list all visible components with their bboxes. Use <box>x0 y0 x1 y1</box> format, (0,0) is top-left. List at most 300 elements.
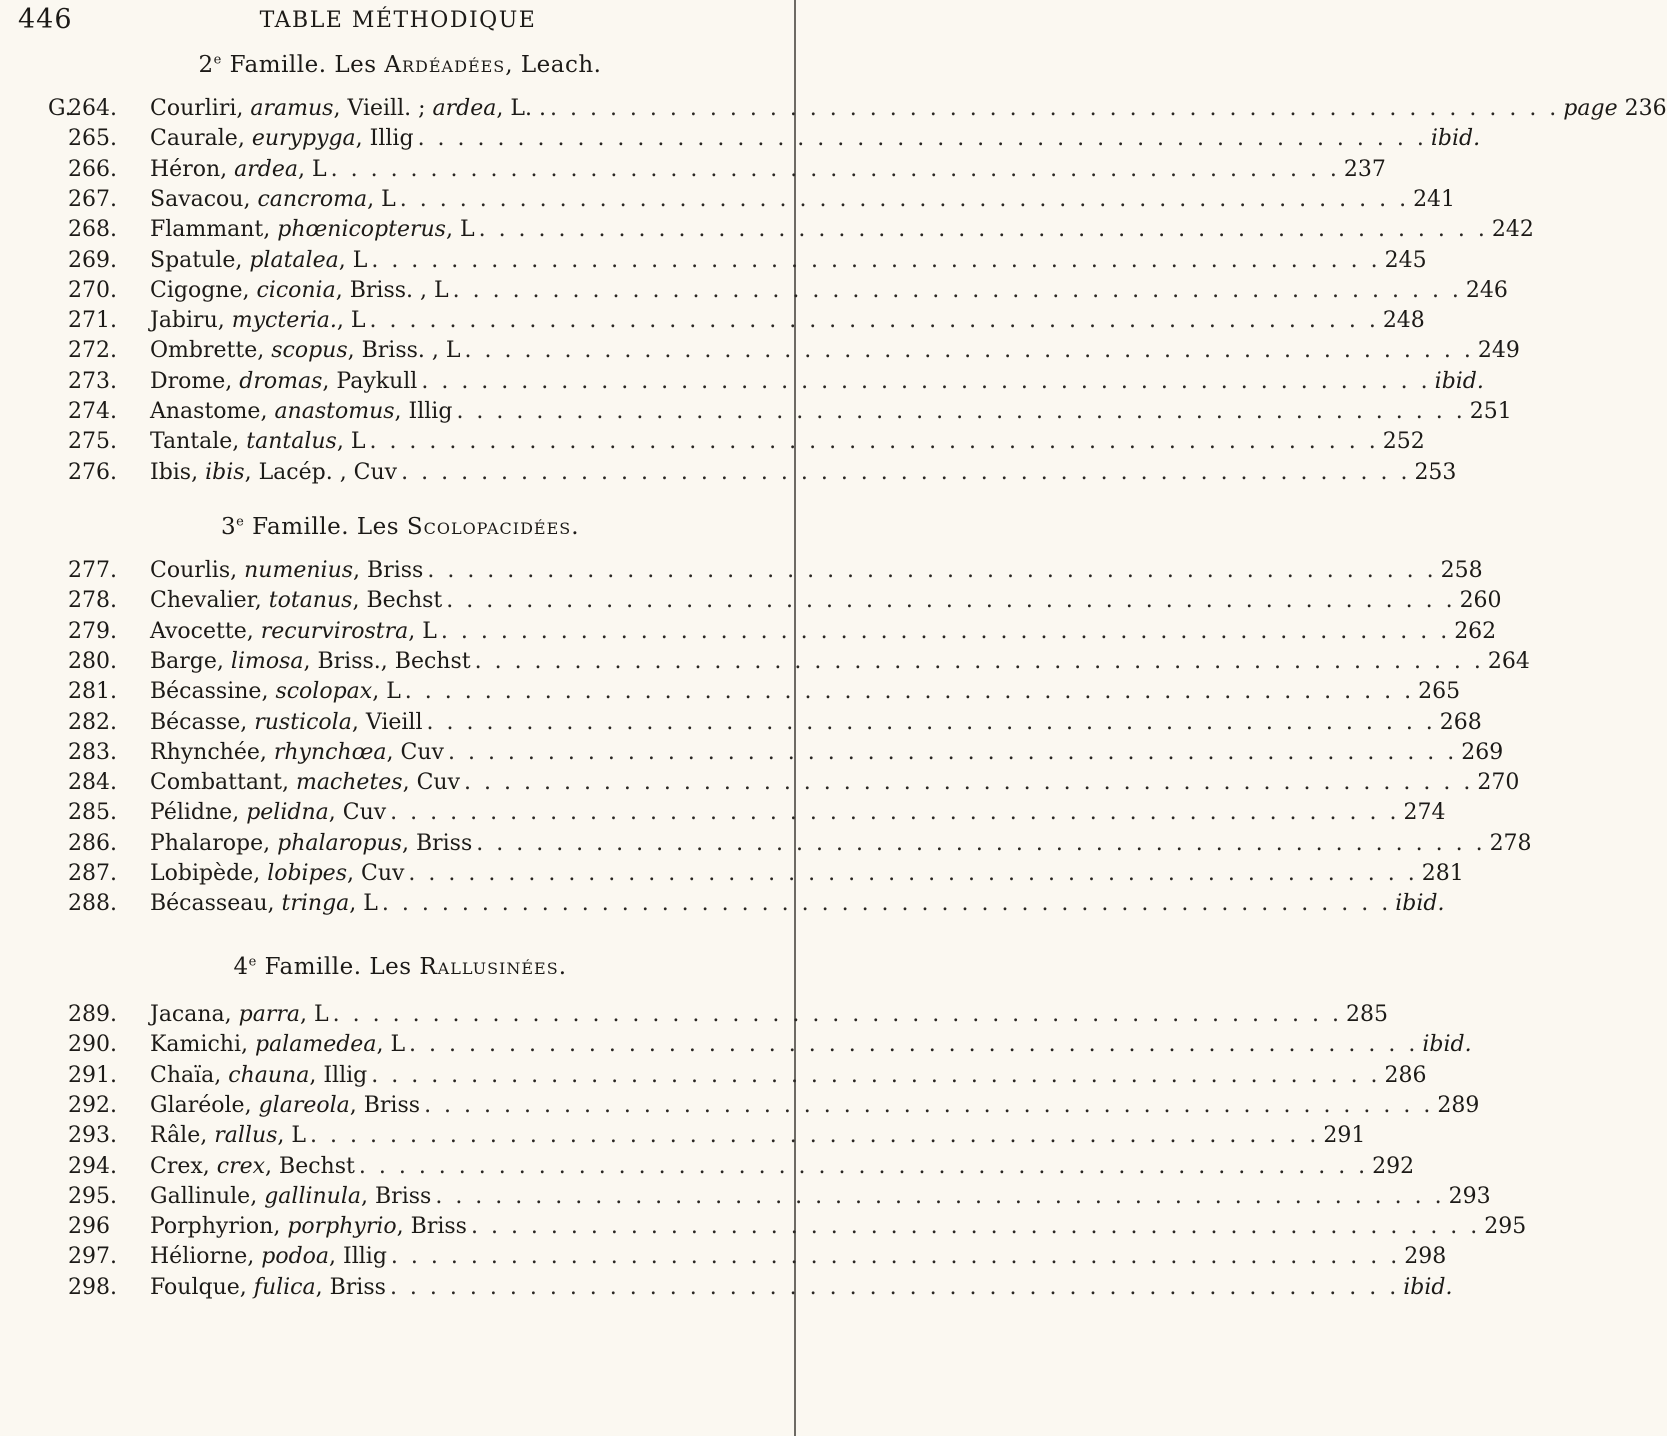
authority: Cuv <box>400 739 444 765</box>
latin-name: fulica <box>253 1274 316 1300</box>
index-entry <box>48 156 1386 187</box>
entry-text: Combattant, machetes, Cuv <box>150 770 461 796</box>
latin-name: chauna <box>228 1062 310 1088</box>
dot-leader: . . . . . . . . . . . . . . . . . . . . . . . . . . . . . . . . . . . . . . . . . . . . . . . . . . . <box>381 891 1392 917</box>
dot-leader: . . . . . . . . . . . . . . . . . . . . . . . . . . . . . . . . . . . . . . . . . . . . . . . . . . . <box>464 338 1474 364</box>
entry-text: Chaïa, chauna, Illig <box>150 1062 368 1088</box>
index-entry <box>48 247 1427 278</box>
french-name: Glaréole <box>150 1092 245 1118</box>
authority: Bechst <box>279 1153 355 1179</box>
latin-name: platalea <box>249 247 339 273</box>
french-name: Pélidne <box>150 800 233 826</box>
page-value: 248 <box>1382 308 1425 334</box>
index-entry <box>48 399 1512 429</box>
latin-name: podoa <box>261 1244 330 1270</box>
entry-text: Chevalier, totanus, Bechst <box>150 588 443 614</box>
page-reference <box>1563 96 1666 121</box>
index-entry <box>48 618 1497 649</box>
page-reference <box>1422 861 1464 886</box>
index-entry <box>48 558 1483 588</box>
dot-leader: . . . . . . . . . . . . . . . . . . . . . . . . . . . . . . . . . . . . . . . . . . . . . . . . . . . <box>478 217 1488 243</box>
superscript <box>236 514 244 529</box>
entry-number: 295. <box>68 1183 117 1209</box>
page-value: ibid. <box>1395 891 1445 917</box>
dot-leader: . . . . . . . . . . . . . . . . . . . . . . . . . . . . . . . . . . . . . . . . . . . . . . . . . . . <box>371 1062 1381 1088</box>
index-entry <box>48 368 1484 399</box>
latin-name: parra <box>238 1002 301 1027</box>
entry-number: 280. <box>68 648 117 674</box>
authority: Paykull <box>336 368 418 394</box>
entry-number: 265. <box>68 126 117 152</box>
page-reference <box>1492 217 1534 242</box>
authority: L <box>350 429 366 455</box>
latin-name: rallus <box>214 1123 278 1149</box>
entry-text: Héron, ardea, L <box>150 156 327 182</box>
authority: L <box>386 679 401 705</box>
dot-leader: . . . . . . . . . . . . . . . . . . . . . . . . . . . . . . . . . . . . . . . . . . . . . . . . . . . <box>476 830 1486 856</box>
page-reference <box>1488 649 1530 674</box>
entry-text: Anastome, anastomus, Illig <box>150 399 453 424</box>
index-entry <box>48 96 1667 126</box>
authority: L <box>312 156 327 182</box>
index-entry <box>48 217 1534 247</box>
latin-name: phalaropus <box>277 830 402 856</box>
page-reference <box>1431 126 1480 151</box>
dot-leader: . . . . . . . . . . . . . . . . . . . . . . . . . . . . . . . . . . . . . . . . . . . . . . . . . . . <box>401 459 1411 485</box>
index-entry <box>48 1092 1480 1123</box>
entry-number: 292. <box>68 1092 117 1118</box>
entry-number: 293. <box>68 1123 117 1149</box>
family-ordinal-suffix: e <box>236 514 245 530</box>
superscript <box>249 954 257 969</box>
index-entry <box>48 459 1457 490</box>
authority: Lacép. , Cuv <box>258 459 398 485</box>
french-name: Barge <box>150 648 217 674</box>
latin-name: rhynchœa <box>273 739 387 765</box>
entry-number: 269. <box>68 247 117 273</box>
authority: Briss <box>363 1092 421 1118</box>
page-reference <box>1460 588 1502 613</box>
page-value: 265 <box>1418 679 1461 705</box>
page-value: 268 <box>1439 709 1482 735</box>
page-reference <box>1422 1032 1471 1057</box>
index-entry <box>48 679 1461 709</box>
french-name: Crex <box>150 1153 203 1179</box>
dot-leader: . . . . . . . . . . . . . . . . . . . . . . . . . . . . . . . . . . . . . . . . . . . . . . . . . . . <box>371 247 1381 273</box>
dot-leader: . . . . . . . . . . . . . . . . . . . . . . . . . . . . . . . . . . . . . . . . . . . . . . . . . . . <box>390 800 1400 826</box>
dot-leader: . . . . . . . . . . . . . . . . . . . . . . . . . . . . . . . . . . . . . . . . . . . . . . . . . . . <box>426 709 1436 735</box>
latin-name: palamedea <box>254 1032 377 1058</box>
latin-name: anastomus <box>274 399 395 424</box>
entry-number: 268. <box>68 217 117 243</box>
entry-text: Barge, limosa, Briss., Bechst <box>150 648 471 674</box>
page-value: 241 <box>1413 186 1456 212</box>
index-entry <box>48 770 1520 800</box>
entry-text: Caurale, eurypyga, Illig <box>150 126 414 152</box>
authority: L <box>390 1032 406 1058</box>
authority: Briss <box>367 558 424 583</box>
authority: Briss <box>375 1183 432 1209</box>
family-name: Ardéadées <box>384 52 506 78</box>
dot-leader: . . . . . . . . . . . . . . . . . . . . . . . . . . . . . . . . . . . . . . . . . . . . . . . . . . . <box>440 618 1451 644</box>
page-reference <box>1404 1244 1446 1269</box>
family-ordinal: 4 <box>233 954 249 980</box>
latin-name: eurypyga <box>251 126 356 152</box>
french-name: Porphyrion <box>150 1214 274 1240</box>
latin-name: mycteria. <box>231 308 337 334</box>
page-header <box>18 4 778 40</box>
authority: L <box>459 217 475 243</box>
french-name: Tantale <box>150 429 233 455</box>
index-entry <box>48 1032 1472 1062</box>
page-reference <box>1413 187 1455 212</box>
dot-leader: . . . . . . . . . . . . . . . . . . . . . . . . . . . . . . . . . . . . . . . . . . . . . . . . . . . <box>332 1002 1342 1027</box>
french-name: Râle <box>150 1123 201 1149</box>
entry-text: Foulque, fulica, Briss <box>150 1274 386 1300</box>
page-number: 446 <box>18 4 73 35</box>
french-name: Gallinule <box>150 1183 251 1209</box>
dot-leader: . . . . . . . . . . . . . . . . . . . . . . . . . . . . . . . . . . . . . . . . . . . . . . . . . . . <box>464 770 1474 796</box>
page-value: 298 <box>1404 1244 1447 1270</box>
latin-name: porphyrio <box>287 1214 397 1240</box>
family-authority: . <box>571 514 580 540</box>
dot-leader: . . . . . . . . . . . . . . . . . . . . . . . . . . . . . . . . . . . . . . . . . . . . . . . . . . . <box>408 861 1418 886</box>
page-value: 249 <box>1477 338 1520 364</box>
page-value: 292 <box>1372 1153 1415 1179</box>
entry-number: 285. <box>68 800 117 826</box>
dot-leader: . . . . . . . . . . . . . . . . . . . . . . . . . . . . . . . . . . . . . . . . . . . . . . . . . . . <box>447 739 1458 765</box>
dot-leader: . . . . . . . . . . . . . . . . . . . . . . . . . . . . . . . . . . . . . . . . . . . . . . . . . . . <box>389 1274 1400 1300</box>
french-name: Lobipède <box>150 861 254 886</box>
latin-name: numenius <box>244 558 354 583</box>
entry-number: 283. <box>68 739 117 765</box>
latin-name: phœnicopterus <box>277 217 446 243</box>
dot-leader: . . . . . . . . . . . . . . . . . . . . . . . . . . . . . . . . . . . . . . . . . . . . . . . . . . . <box>409 1032 1419 1058</box>
page-value: 286 <box>1384 1062 1427 1088</box>
index-entry <box>48 648 1530 679</box>
authority: Illig <box>408 399 453 424</box>
page-reference <box>1403 800 1445 825</box>
latin-name: ciconia <box>256 277 336 303</box>
page-value: 252 <box>1382 429 1425 455</box>
page-reference <box>1403 1275 1452 1300</box>
page-value: 262 <box>1454 618 1497 644</box>
latin-name: glareola <box>258 1092 350 1118</box>
authority-secondary: , L. . <box>496 96 546 121</box>
entry-text: Drome, dromas, Paykull <box>150 368 418 394</box>
family-name: Rallusinées <box>419 954 559 980</box>
authority: Cuv <box>342 800 387 826</box>
entry-number: 287. <box>68 861 117 886</box>
page-reference <box>1372 1154 1414 1179</box>
page-reference <box>1484 1214 1526 1239</box>
entry-text: Avocette, recurvirostra, L <box>150 618 437 644</box>
entry-number: 289. <box>68 1002 117 1027</box>
entry-number: 288. <box>68 891 117 917</box>
index-entry <box>48 891 1445 921</box>
index-entry <box>48 830 1532 861</box>
family-heading <box>0 954 800 980</box>
page-value: 258 <box>1440 558 1483 583</box>
family-ordinal-suffix: e <box>213 52 222 68</box>
page-reference <box>1323 1123 1365 1148</box>
superscript <box>214 52 222 67</box>
family-authority: . <box>558 954 567 980</box>
authority: Vieill <box>365 709 423 735</box>
entry-text: Crex, crex, Bechst <box>150 1153 355 1179</box>
family-word: Famille. Les <box>252 514 400 540</box>
latin-name: ibis <box>205 459 245 485</box>
french-name: Ibis <box>150 459 192 485</box>
authority: Briss <box>410 1214 467 1240</box>
entry-text: Pélidne, pelidna, Cuv <box>150 800 387 826</box>
french-name: Savacou <box>150 186 244 212</box>
index-entry <box>48 588 1502 618</box>
entry-number: 284. <box>68 770 117 796</box>
genus-mark: G. <box>48 96 72 121</box>
french-name: Courlis <box>150 558 231 583</box>
index-entry <box>48 1002 1388 1032</box>
french-name: Bécasse <box>150 709 241 735</box>
dot-leader: . . . . . . . . . . . . . . . . . . . . . . . . . . . . . . . . . . . . . . . . . . . . . . . . . . . <box>358 1153 1369 1179</box>
authority: Illig <box>323 1062 368 1088</box>
latin-name: lobipes <box>267 861 347 886</box>
page-reference <box>1470 399 1512 424</box>
index-entry <box>48 800 1446 830</box>
index-entry <box>48 1183 1491 1214</box>
entry-text: Gallinule, gallinula, Briss <box>150 1183 432 1209</box>
page-value: 278 <box>1489 830 1532 856</box>
dot-leader: . . . . . . . . . . . . . . . . . . . . . . . . . . . . . . . . . . . . . . . . . . . . . . . . . . . <box>310 1123 1320 1149</box>
page-reference <box>1385 1063 1427 1088</box>
page-reference <box>1440 710 1482 735</box>
authority: Briss <box>415 830 473 856</box>
latin-name: machetes <box>295 770 403 796</box>
dot-leader: . . . . . . . . . . . . . . . . . . . . . . . . . . . . . . . . . . . . . . . . . . . . . . . . . . . <box>417 126 1427 152</box>
entry-text: Savacou, cancroma, L <box>150 186 396 212</box>
entry-text: Râle, rallus, L <box>150 1123 307 1149</box>
dot-leader: . . . . . . . . . . . . . . . . . . . . . . . . . . . . . . . . . . . . . . . . . . . . . . . . . . . <box>427 558 1437 583</box>
authority: Briss., Bechst <box>317 648 471 674</box>
latin-name: crex <box>216 1153 266 1179</box>
page-reference <box>1418 679 1460 704</box>
page-reference <box>1383 429 1425 454</box>
family-word: Famille. Les <box>264 954 412 980</box>
page-value: 295 <box>1484 1214 1527 1240</box>
french-name: Héron <box>150 156 221 182</box>
index-entry <box>48 1062 1427 1093</box>
authority: Briss. , L <box>349 277 449 303</box>
authority: Vieill. ; <box>347 96 426 121</box>
entry-number: 276. <box>68 459 117 485</box>
latin-name: tringa <box>281 891 350 917</box>
entry-text: Bécasse, rusticola, Vieill <box>150 709 423 735</box>
page-value: 274 <box>1403 800 1446 826</box>
page-value: 237 <box>1343 156 1386 182</box>
dot-leader: . . . . . . . . . . . . . . . . . . . . . . . . . . . . . . . . . . . . . . . . . . . . . . . . . . . <box>549 96 1560 121</box>
entry-number: 278. <box>68 588 117 614</box>
dot-leader: . . . . . . . . . . . . . . . . . . . . . . . . . . . . . . . . . . . . . . . . . . . . . . . . . . . <box>369 429 1379 455</box>
page-reference <box>1441 558 1483 583</box>
page-reference <box>1383 308 1425 333</box>
authority: L <box>352 247 368 273</box>
running-title: TABLE MÉTHODIQUE <box>259 8 537 33</box>
entry-number: 274. <box>68 399 117 424</box>
dot-leader: . . . . . . . . . . . . . . . . . . . . . . . . . . . . . . . . . . . . . . . . . . . . . . . . . . . <box>470 1214 1481 1240</box>
dot-leader: . . . . . . . . . . . . . . . . . . . . . . . . . . . . . . . . . . . . . . . . . . . . . . . . . . . <box>474 648 1484 674</box>
page-value: 245 <box>1384 247 1427 273</box>
entry-number: 273. <box>68 368 117 394</box>
dot-leader: . . . . . . . . . . . . . . . . . . . . . . . . . . . . . . . . . . . . . . . . . . . . . . . . . . . <box>404 679 1415 705</box>
entry-text: Rhynchée, rhynchœa, Cuv <box>150 739 444 765</box>
entry-number: 291. <box>68 1062 117 1088</box>
entry-number: 277. <box>68 558 117 583</box>
french-name: Courliri <box>150 96 237 121</box>
latin-name: dromas <box>239 368 323 394</box>
french-name: Chaïa <box>150 1062 215 1088</box>
page-reference <box>1466 278 1508 303</box>
page-value: 264 <box>1487 648 1530 674</box>
entry-number: 266. <box>68 156 117 182</box>
index-entry <box>48 739 1504 770</box>
entry-number: 286. <box>68 830 117 856</box>
french-name: Ombrette <box>150 338 258 364</box>
page-value: 293 <box>1448 1183 1491 1209</box>
latin-name: gallinula <box>264 1183 362 1209</box>
index-entry <box>48 709 1482 740</box>
page-value: 246 <box>1465 277 1508 303</box>
index-entry <box>48 429 1425 459</box>
page-reference <box>1414 460 1456 485</box>
dot-leader: . . . . . . . . . . . . . . . . . . . . . . . . . . . . . . . . . . . . . . . . . . . . . . . . . . . <box>446 588 1456 614</box>
index-entry <box>48 277 1508 308</box>
french-name: Kamichi <box>150 1032 241 1058</box>
dot-leader: . . . . . . . . . . . . . . . . . . . . . . . . . . . . . . . . . . . . . . . . . . . . . . . . . . . <box>456 399 1466 424</box>
latin-name: pelidna <box>246 800 329 826</box>
entry-number: 282. <box>68 709 117 735</box>
entry-text: Lobipède, lobipes, Cuv <box>150 861 405 886</box>
french-name: Cigogne <box>150 277 243 303</box>
dot-leader: . . . . . . . . . . . . . . . . . . . . . . . . . . . . . . . . . . . . . . . . . . . . . . . . . . . <box>421 368 1431 394</box>
authority: Cuv <box>416 770 461 796</box>
latin-name: ardea <box>234 156 298 182</box>
family-authority: , Leach. <box>505 52 602 78</box>
entry-text: Ibis, ibis, Lacép. , Cuv <box>150 459 398 485</box>
dot-leader: . . . . . . . . . . . . . . . . . . . . . . . . . . . . . . . . . . . . . . . . . . . . . . . . . . . <box>330 156 1340 182</box>
french-name: Rhynchée <box>150 739 260 765</box>
entry-text: Bécasseau, tringa, L <box>150 891 378 917</box>
page-value: 281 <box>1421 861 1464 886</box>
page-reference <box>1346 1002 1388 1027</box>
dot-leader: . . . . . . . . . . . . . . . . . . . . . . . . . . . . . . . . . . . . . . . . . . . . . . . . . . . <box>424 1092 1434 1118</box>
page-value: ibid. <box>1430 126 1481 152</box>
dot-leader: . . . . . . . . . . . . . . . . . . . . . . . . . . . . . . . . . . . . . . . . . . . . . . . . . . . <box>390 1244 1401 1270</box>
page-reference <box>1461 740 1503 765</box>
dot-leader: . . . . . . . . . . . . . . . . . . . . . . . . . . . . . . . . . . . . . . . . . . . . . . . . . . . <box>452 277 1462 303</box>
page-reference <box>1395 891 1444 916</box>
page-reference <box>1454 619 1496 644</box>
entry-text: Flammant, phœnicopterus, L <box>150 217 475 243</box>
entry-text: Phalarope, phalaropus, Briss <box>150 830 473 856</box>
french-name: Drome <box>150 368 226 394</box>
french-name: Bécassine <box>150 679 262 705</box>
page-value: ibid. <box>1403 1274 1453 1300</box>
page-value: 291 <box>1323 1123 1366 1149</box>
dot-leader: . . . . . . . . . . . . . . . . . . . . . . . . . . . . . . . . . . . . . . . . . . . . . . . . . . . <box>435 1183 1445 1209</box>
entry-text: Bécassine, scolopax, L <box>150 679 401 705</box>
authority: L <box>381 186 396 212</box>
entry-number: 264. <box>68 96 117 121</box>
entry-text: Porphyrion, porphyrio, Briss <box>150 1214 467 1240</box>
authority: Bechst <box>366 588 443 614</box>
french-name: Anastome <box>150 399 261 424</box>
page-reference <box>1344 157 1386 182</box>
entry-text: Spatule, platalea, L <box>150 247 368 273</box>
entry-number: 297. <box>68 1244 117 1270</box>
authority: Briss <box>329 1274 386 1300</box>
family-ordinal-suffix: e <box>248 954 257 970</box>
page-reference <box>1435 369 1484 394</box>
latin-name: limosa <box>230 648 304 674</box>
family-name: Scolopacidées <box>406 514 572 540</box>
page-value: 242 <box>1491 217 1534 243</box>
index-entry <box>48 338 1520 368</box>
page-value: 270 <box>1477 770 1520 796</box>
french-name: Bécasseau <box>150 891 268 917</box>
entry-text: Jacana, parra, L <box>150 1002 329 1027</box>
page-value: ibid. <box>1434 368 1484 394</box>
index-entry <box>48 1153 1415 1184</box>
entry-number: 279. <box>68 618 117 644</box>
dot-leader: . . . . . . . . . . . . . . . . . . . . . . . . . . . . . . . . . . . . . . . . . . . . . . . . . . . <box>399 186 1410 212</box>
entry-number: 296 <box>68 1214 110 1240</box>
page-reference <box>1449 1184 1491 1209</box>
index-entry <box>48 1214 1527 1244</box>
french-name: Foulque <box>150 1274 240 1300</box>
index-entry <box>48 861 1464 891</box>
page-reference <box>1385 248 1427 273</box>
french-name: Combattant <box>150 770 282 796</box>
family-ordinal: 3 <box>220 514 237 540</box>
entry-text: Courlis, numenius, Briss <box>150 558 424 583</box>
entry-number: 290. <box>68 1032 117 1058</box>
page-reference <box>1490 831 1532 856</box>
page-value: 269 <box>1461 739 1504 765</box>
index-entry <box>48 186 1456 217</box>
page-value: ibid. <box>1422 1032 1472 1058</box>
page-value: 260 <box>1459 588 1502 614</box>
entry-text: Kamichi, palamedea, L <box>150 1032 406 1058</box>
french-name: Héliorne <box>150 1244 248 1270</box>
authority: L <box>363 891 378 917</box>
latin-name: aramus <box>250 96 334 121</box>
authority: Illig <box>369 126 414 152</box>
authority: Briss. , L <box>361 338 461 364</box>
page-reference <box>1478 338 1520 363</box>
latin-name: scolopax <box>275 679 373 705</box>
authority: Illig <box>343 1244 387 1270</box>
page-reference <box>1437 1093 1479 1118</box>
entry-number: 294. <box>68 1153 117 1179</box>
entry-number: 267. <box>68 186 117 212</box>
french-name: Chevalier <box>150 588 255 614</box>
index-entry <box>48 1274 1453 1305</box>
page-word: page <box>1563 96 1618 121</box>
french-name: Avocette <box>150 618 247 644</box>
entry-text: Cigogne, ciconia, Briss. , L <box>150 277 449 303</box>
french-name: Jacana <box>150 1002 225 1027</box>
latin-name: cancroma <box>257 186 368 212</box>
